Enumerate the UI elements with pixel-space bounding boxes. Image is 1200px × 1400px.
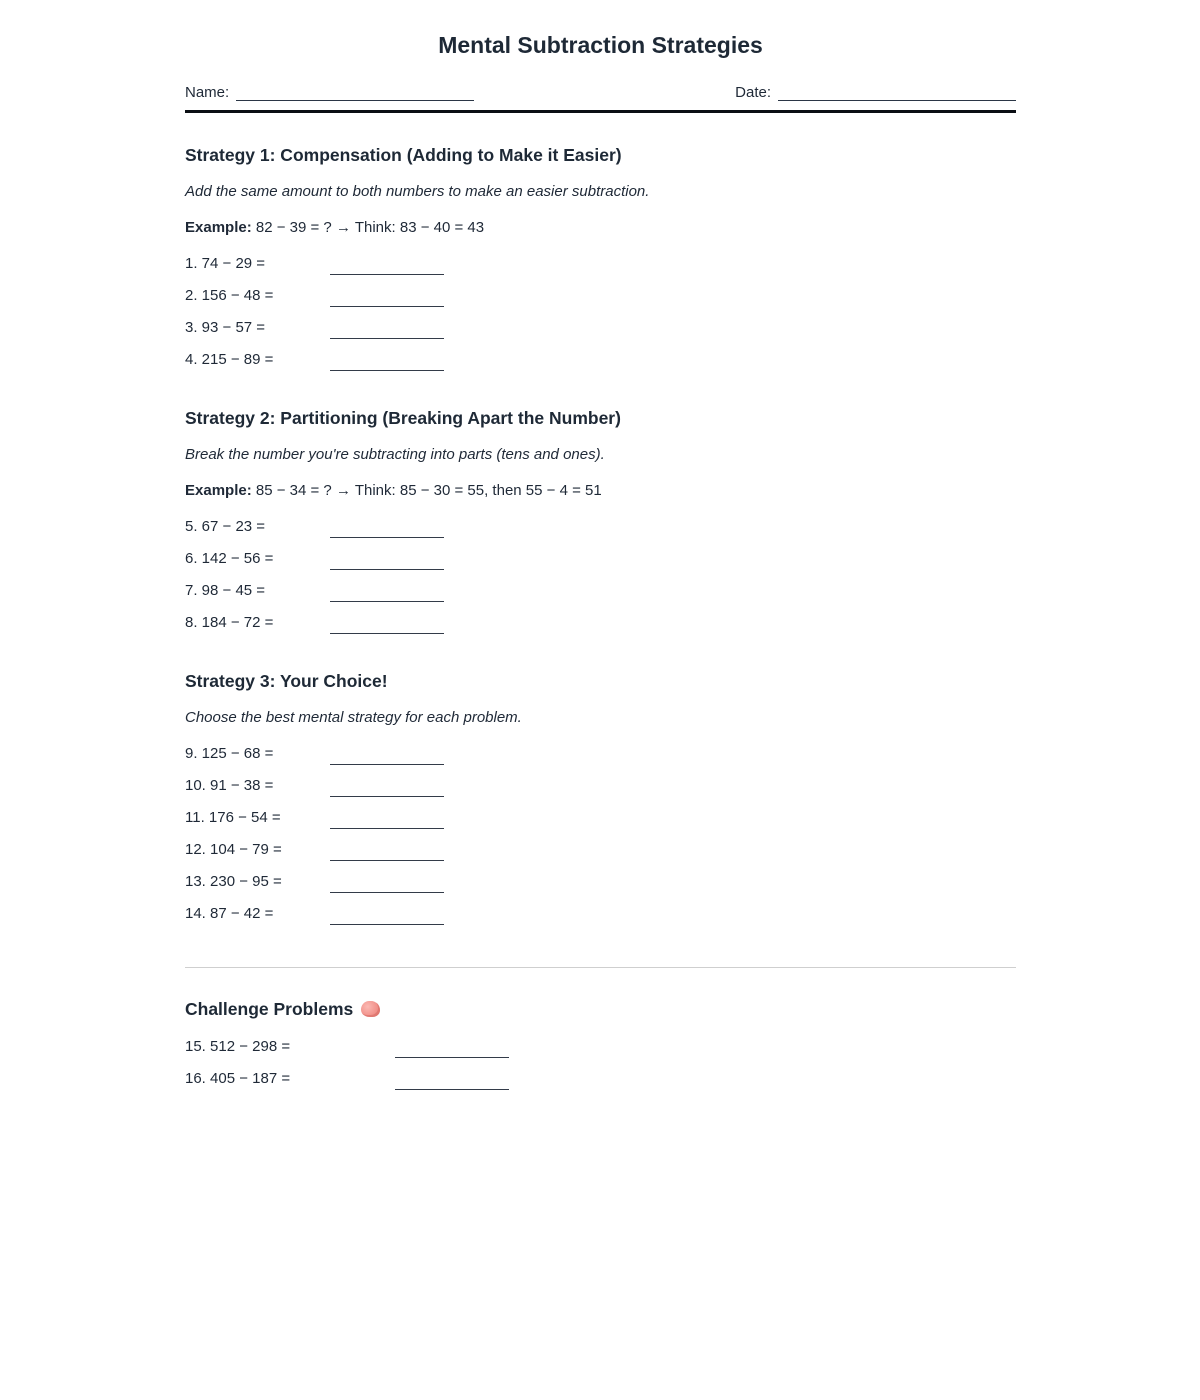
strategy-2-heading: Strategy 2: Partitioning (Breaking Apart the Number) <box>185 408 621 428</box>
problem-row <box>185 898 1016 930</box>
answer-line[interactable] <box>330 569 444 570</box>
problem-expression: 8. 184 − 72 = <box>185 614 274 631</box>
problem-row <box>185 1031 1016 1063</box>
answer-line[interactable] <box>330 274 444 275</box>
section-strategy-1 <box>185 144 1016 376</box>
answer-line[interactable] <box>330 338 444 339</box>
problem-row <box>185 770 1016 802</box>
problem-row <box>185 280 1016 312</box>
answer-line[interactable] <box>330 796 444 797</box>
date-label: Date: <box>735 84 771 101</box>
challenge-heading-label: Challenge Problems <box>185 999 354 1019</box>
problem-expression: 3. 93 − 57 = <box>185 319 266 336</box>
strategy-1-example <box>185 218 1016 237</box>
answer-line[interactable] <box>330 924 444 925</box>
problem-row <box>185 1063 1016 1095</box>
answer-line[interactable] <box>330 370 444 371</box>
name-date-row <box>185 84 1016 101</box>
problem-expression: 7. 98 − 45 = <box>185 582 266 599</box>
problem-expression: 14. 87 − 42 = <box>185 905 274 922</box>
challenge-problems <box>185 1031 1016 1095</box>
problem-expression: 15. 512 − 298 = <box>185 1038 291 1055</box>
brain-icon <box>361 1001 380 1017</box>
problem-expression: 13. 230 − 95 = <box>185 873 282 890</box>
answer-line[interactable] <box>330 633 444 634</box>
problem-expression: 9. 125 − 68 = <box>185 745 274 762</box>
problem-expression: 4. 215 − 89 = <box>185 351 274 368</box>
problem-row <box>185 248 1016 280</box>
section-challenge <box>185 998 1016 1095</box>
header-divider <box>185 110 1016 113</box>
problem-row <box>185 834 1016 866</box>
strategy-3-heading: Strategy 3: Your Choice! <box>185 671 388 691</box>
answer-line[interactable] <box>330 860 444 861</box>
date-input-line[interactable] <box>778 86 1016 101</box>
problem-expression: 5. 67 − 23 = <box>185 518 266 535</box>
problem-expression: 12. 104 − 79 = <box>185 841 282 858</box>
page-title: Mental Subtraction Strategies <box>438 32 763 58</box>
name-label: Name: <box>185 84 230 101</box>
strategy-2-example <box>185 481 1016 500</box>
problem-row <box>185 738 1016 770</box>
problem-expression: 16. 405 − 187 = <box>185 1070 291 1087</box>
problem-expression: 2. 156 − 48 = <box>185 287 274 304</box>
problem-row <box>185 866 1016 898</box>
example-text: 82 − 39 = ? → Think: 83 − 40 = 43 <box>255 219 485 236</box>
problem-row <box>185 607 1016 639</box>
problem-expression: 11. 176 − 54 = <box>185 809 281 826</box>
problem-row <box>185 543 1016 575</box>
answer-line[interactable] <box>395 1089 509 1090</box>
strategy-3-problems <box>185 738 1016 930</box>
answer-line[interactable] <box>330 764 444 765</box>
answer-line[interactable] <box>330 601 444 602</box>
problem-expression: 1. 74 − 29 = <box>185 255 266 272</box>
section-strategy-2 <box>185 407 1016 639</box>
problem-row <box>185 344 1016 376</box>
name-field <box>185 84 474 101</box>
answer-line[interactable] <box>395 1057 509 1058</box>
strategy-2-problems <box>185 511 1016 639</box>
example-label: Example: <box>185 482 252 499</box>
strategy-2-description: Break the number you're subtracting into parts (tens and ones). <box>185 446 605 463</box>
worksheet-page <box>185 0 1016 1095</box>
challenge-divider <box>185 967 1016 968</box>
date-field <box>735 84 1016 101</box>
problem-row <box>185 511 1016 543</box>
strategy-1-heading: Strategy 1: Compensation (Adding to Make it Easier) <box>185 145 622 165</box>
strategy-3-description: Choose the best mental strategy for each problem. <box>185 709 522 726</box>
answer-line[interactable] <box>330 892 444 893</box>
problem-expression: 10. 91 − 38 = <box>185 777 274 794</box>
name-input-line[interactable] <box>236 86 474 101</box>
section-strategy-3 <box>185 670 1016 930</box>
problem-row <box>185 312 1016 344</box>
answer-line[interactable] <box>330 537 444 538</box>
challenge-heading <box>185 998 1016 1020</box>
answer-line[interactable] <box>330 306 444 307</box>
problem-expression: 6. 142 − 56 = <box>185 550 274 567</box>
answer-line[interactable] <box>330 828 444 829</box>
strategy-1-problems <box>185 248 1016 376</box>
example-text: 85 − 34 = ? → Think: 85 − 30 = 55, then 55 − 4 = 51 <box>255 482 602 499</box>
strategy-1-description: Add the same amount to both numbers to make an easier subtraction. <box>185 183 650 200</box>
problem-row <box>185 802 1016 834</box>
example-label: Example: <box>185 219 252 236</box>
problem-row <box>185 575 1016 607</box>
